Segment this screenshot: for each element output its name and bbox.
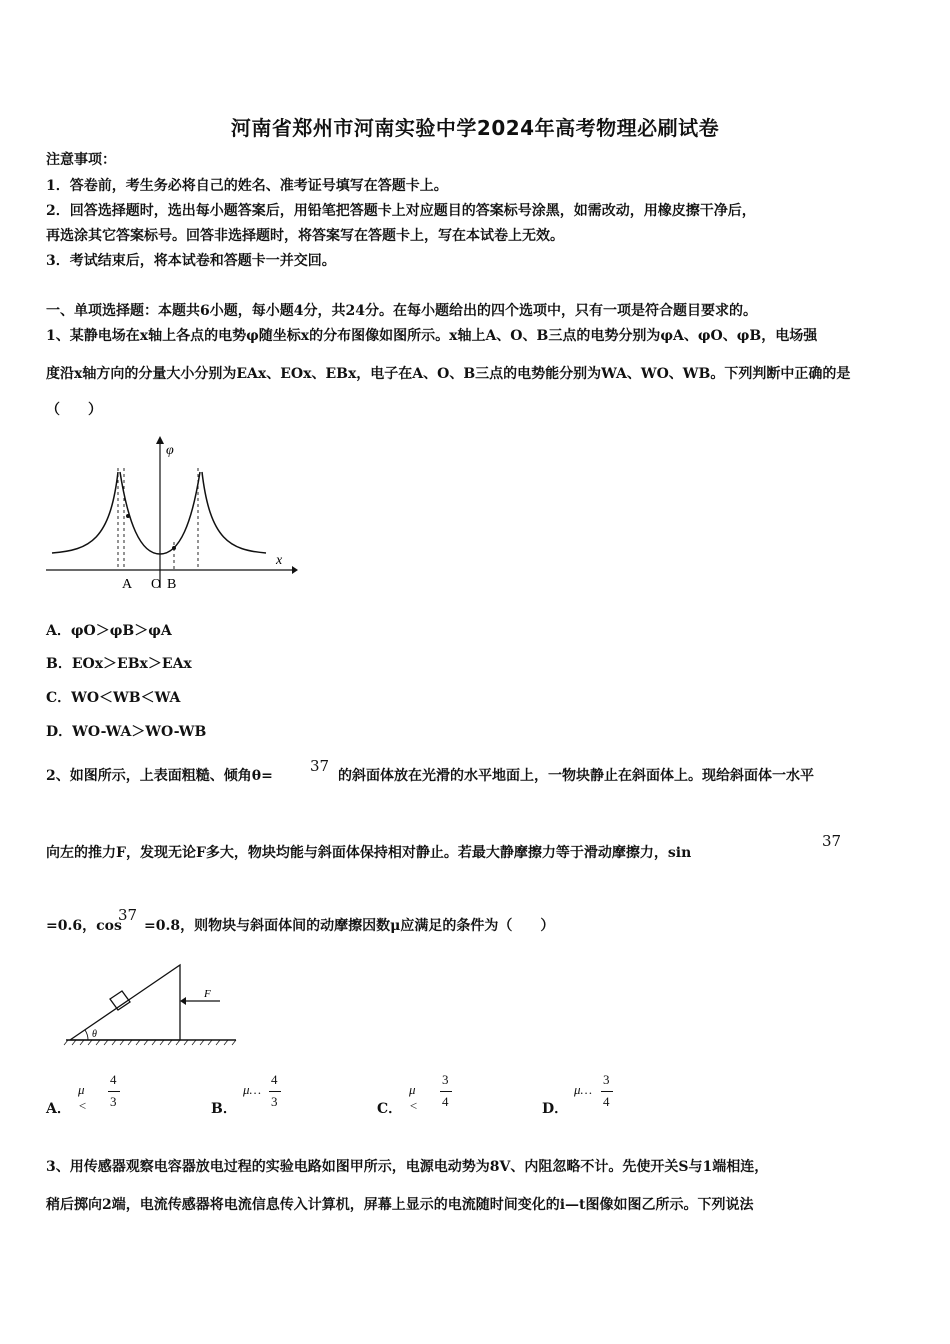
x-axis-label: x [276,553,283,568]
notice-heading: 注意事项： [46,152,116,168]
point-label: A [122,577,133,592]
notice-item: 再选涂其它答案标号。回答非选择题时，将答案写在答题卡上，写在本试卷上无效。 [46,228,564,244]
question-text: =0.6，cos [46,918,122,934]
potential-curve-left [52,472,118,553]
choice-c-letter[interactable]: C． [377,1101,403,1117]
exam-page: 河南省郑州市河南实验中学2024年高考物理必刷试卷 注意事项： 1．答卷前，考生务必将自己的姓名、准考证号填写在答题卡上。 2．回答选择题时，选出每小题答案后，用铅笔把答题卡上对应题目的答案标号涂黑，如需改动，用橡皮擦干净后， 再选涂其它答案标号。回答非选择题时，将答案写在答题卡上，写在本试卷上无效。 3．考试结束后，将本试卷和答题卡一并交回。 一、单项选择题：本题共6小题，每小题4分，共24分。在每小题给出的四个选项中，只有一项是符合题目要求的。 1、某静电场在x轴上各点的电势φ随坐标x的分布图像如图所示。x轴上A、O、B三点的电势分别为φA、φO、φB，电场强 度沿x轴方向的分量大小分别为EAx、EOx、EBx，电子在A、O、B三点的电势能分别为WA、WO、WB。下列判断中正确的是 （ ） φ x A O B A．φO＞φB＞φA B．EOx＞EBx＞EAx C．WO＜WB＜WA D．WO-WA＞WO-WB 2、如图所示，上表面粗糙、倾角θ= 37 的斜面体放在光滑的水平地面上，一物块静止在斜面体上。现给斜面体一水平 向左的推力F，发现无论F多大，物块均能与斜面体保持相对静止。若最大静摩擦力等于滑动摩擦力，sin 37 =0.6，cos 37 =0.8，则物块与斜面体间的动摩擦因数μ应满足的条件为（ ） F θ A． μ < 4 3 B． μ… 4 3 C． μ < 3 4 D． μ… 3 4 3、用传感器观察电容器放电过程的实验电路如图甲所示，电源电动势为8V、内阻忽略不计。先使开关S与1端相连， 稍后掷向2端，电流传感器将电流信息传入计算机，屏幕上显示的电流随时间变化的i—t图像如图乙所示。下列说法 [0,0,950,1344]
incline-body [70,965,180,1040]
angle-label: θ [92,1029,97,1040]
y-axis-arrow [156,436,164,444]
x-axis-arrow [292,566,298,574]
page-title: 河南省郑州市河南实验中学2024年高考物理必刷试卷 [230,116,720,140]
potential-graph [40,432,300,592]
question-text: 度沿x轴方向的分量大小分别为EAx、EOx、EBx，电子在A、O、B三点的电势能分别为WA、WO、WB。下列判断中正确的是 [46,366,851,382]
option-c[interactable]: C．WO＜WB＜WA [46,690,181,706]
angle-value: 37 [822,832,842,850]
question-text: 稍后掷向2端，电流传感器将电流信息传入计算机，屏幕上显示的电流随时间变化的i—t图像如图乙所示。下列说法 [46,1197,754,1213]
point-label: B [167,577,177,592]
question-text: 的斜面体放在光滑的水平地面上，一物块静止在斜面体上。现给斜面体一水平 [338,768,814,784]
angle-value: 37 [310,757,330,775]
section-heading: 一、单项选择题：本题共6小题，每小题4分，共24分。在每小题给出的四个选项中，只有一项是符合题目要求的。 [46,303,757,319]
y-axis-label: φ [166,443,174,458]
choice-d-letter[interactable]: D． [542,1101,569,1117]
point-label: O [151,577,162,592]
question-text: 3、用传感器观察电容器放电过程的实验电路如图甲所示，电源电动势为8V、内阻忽略不计。先使开关S与1端相连， [46,1159,769,1175]
question-text: （ ） [46,402,102,418]
option-b[interactable]: B．EOx＞EBx＞EAx [46,656,192,672]
notice-item: 2．回答选择题时，选出每小题答案后，用铅笔把答题卡上对应题目的答案标号涂黑，如需改动，用橡皮擦干净后， [46,203,756,219]
potential-curve-right [202,472,266,553]
angle-value: 37 [118,906,138,924]
notice-item: 3．考试结束后，将本试卷和答题卡一并交回。 [46,253,336,269]
choice-a-letter[interactable]: A． [46,1101,71,1117]
force-label: F [204,988,211,1000]
question-text: 1、某静电场在x轴上各点的电势φ随坐标x的分布图像如图所示。x轴上A、O、B三点的电势分别为φA、φO、φB，电场强 [46,328,818,344]
question-text: 向左的推力F，发现无论F多大，物块均能与斜面体保持相对静止。若最大静摩擦力等于滑动摩擦力，sin [46,845,692,861]
question-text: 2、如图所示，上表面粗糙、倾角θ= [46,768,273,784]
incline-figure [60,955,240,1055]
question-text: =0.8，则物块与斜面体间的动摩擦因数μ应满足的条件为（ ） [144,918,555,934]
notice-item: 1．答卷前，考生务必将自己的姓名、准考证号填写在答题卡上。 [46,178,448,194]
option-a[interactable]: A．φO＞φB＞φA [46,623,172,639]
choice-b-letter[interactable]: B． [211,1101,237,1117]
option-d[interactable]: D．WO-WA＞WO-WB [46,724,207,740]
